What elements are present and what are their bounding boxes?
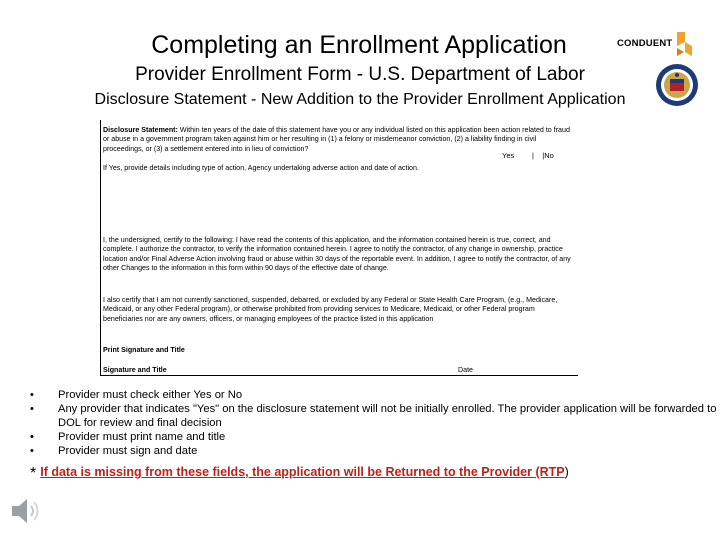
- signature-bar: [100, 375, 578, 376]
- no-label: No: [544, 151, 554, 160]
- list-item: • Provider must sign and date: [30, 445, 198, 457]
- section-heading: Disclosure Statement - New Addition to the Provider Enrollment Application: [94, 91, 626, 108]
- list-item: • Provider must check either Yes or No: [30, 389, 243, 401]
- yes-option[interactable]: Yes: [502, 151, 515, 160]
- rtp-warning-text: If data is missing from these fields, the application will be Returned to the Provider (RTP: [40, 465, 565, 479]
- form-border: [100, 120, 101, 375]
- disclosure-label: Disclosure Statement:: [103, 126, 178, 134]
- list-item: • Provider must print name and title: [30, 431, 226, 443]
- date-label: Date: [458, 366, 473, 374]
- disclosure-statement: [103, 126, 573, 154]
- if-yes-instructions: If Yes, provide details including type of action, Agency undertaking adverse action and date of action.: [103, 164, 419, 172]
- page-title: Completing an Enrollment Application: [151, 31, 567, 59]
- conduent-mark-icon: [675, 32, 693, 58]
- list-item: • Any provider that indicates "Yes" on the disclosure statement will not be initially enrolled. The provider application will be forwarded to DOL for review and final decision: [30, 403, 717, 429]
- print-signature-label: Print Signature and Title: [103, 346, 185, 354]
- rtp-warning: * If data is missing from these fields, the application will be Returned to the Provider (RTP): [30, 465, 569, 482]
- certification-text: I, the undersigned, certify to the following: I have read the contents of this application, and the information contained herein is true, correct, and complete. I authorize the contractor, to verify the information contained herein. I agree to notify the contractor, of any change in ownership, practice location and/or Final Adverse Action involving fraud or abuse within 30 days of the reportable event. In addition, I agree to notify the contractor, of any other Changes to the information in this form within 90 days of the effective date of change.: [103, 236, 571, 272]
- disclosure-text: Within ten years of the date of this statement have you or any individual listed on this application been action related to fraud or abuse in a government program taken against him or her resulting in (1) a felony or misdemeanor conviction, (2) a liability finding in civil proceedings, or (3) a settlement entered into in lieu of conviction?: [103, 126, 570, 153]
- asterisk: *: [30, 465, 37, 482]
- no-option[interactable]: | |No: [532, 151, 554, 160]
- instruction-list: [30, 388, 720, 458]
- signature-line: [103, 366, 573, 374]
- speaker-icon[interactable]: [8, 495, 44, 527]
- disclosure-form-image: [100, 120, 578, 375]
- conduent-logo: [615, 30, 695, 58]
- dol-seal-icon: [655, 63, 699, 107]
- page-subtitle: Provider Enrollment Form - U.S. Department of Labor: [135, 64, 585, 85]
- sanction-certification-text: I also certify that I am not currently sanctioned, suspended, debarred, or excluded by any Federal or State Health Care Program, (e.g., Medicare, Medicaid, or any other Federal program), or otherwise prohibited from providing services to Medicare, Medicaid, or other Federal program beneficiaries nor are any owners, officers, or managing employees of the practice listed in this application: [103, 296, 558, 323]
- signature-label: Signature and Title: [103, 366, 167, 374]
- conduent-logo-text: CONDUENT: [617, 38, 673, 49]
